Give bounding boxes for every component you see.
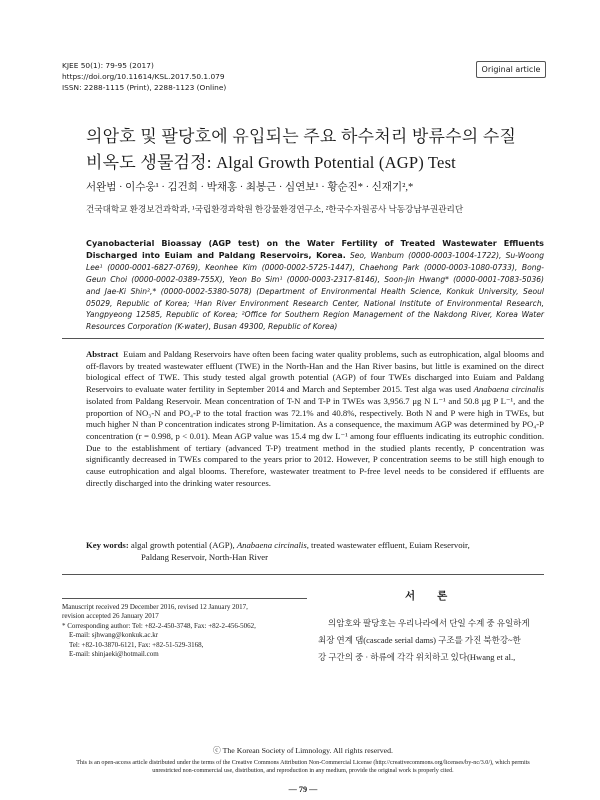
english-affiliations: (Department of Environmental Health Science, Konkuk University, Seoul 05029, Republic of Korea; ¹Han River Environment Research Center, National Institute of Environmental Research, Yangpyeong 12585, Republic of Korea; ²Office for Southern Region Management of the Nakdong River, Korea Water Resources Corporation (K-water), Busan 49300, Republic of Korea) xyxy=(86,286,544,332)
intro-line: 최장 연계 댐(cascade serial dams) 구조를 가진 북한강~한 xyxy=(318,635,521,645)
abstract-text-2: isolated from Paldang Reservoir. Mean concentration of T-N and T-P in TWEs was 3,956.7 μg N L⁻¹ and 50.8 μg P L⁻¹, and the proportion of NO₃-N and PO₄-P to the total fraction was 72.1% and 40.8%, respectively. Both N and P were high in TWEs, but much higher N than P concentration indicates strong P-limitation. As a consequence, the maximum AGP was determined by PO₄-P concentration (r = 0.998, p < 0.01). Mean AGP value was 15.4 mg dw L⁻¹ among four effluents indicating its eutrophic condition. Due to the establishment of tertiary (advanced T-P) treatment method in the studied plants recently, P concentration was significantly decreased in TWEs compared to the years prior to 2012. However, P concentration seems to be still high enough to cause eutrophication and algal blooms. Therefore, wastewater treatment to P-free level needs to be considered if effluents are directly discharged into the drinking water resources. xyxy=(86,395,544,488)
abstract-label: Abstract xyxy=(86,349,119,359)
doi-link[interactable]: https://doi.org/10.11614/KSL.2017.50.1.079 xyxy=(62,72,225,81)
keywords-text-2: , treated wastewater effluent, Euiam Reservoir, xyxy=(306,540,470,550)
footnotes xyxy=(62,603,312,659)
footnote-corresponding: * Corresponding author: Tel: +82-2-450-3748, Fax: +82-2-456-5062, xyxy=(62,621,256,630)
keywords-label: Key words: xyxy=(86,540,129,550)
issn-line: ISSN: 2288-1115 (Print), 2288-1123 (Online) xyxy=(62,83,227,92)
journal-citation: KJEE 50(1): 79-95 (2017) xyxy=(62,61,154,70)
title-line-2 xyxy=(86,150,516,176)
footnote-received: Manuscript received 29 December 2016, revised 12 January 2017, xyxy=(62,603,248,611)
abstract xyxy=(86,349,544,489)
abstract-species: Anabaena circinalis xyxy=(473,384,545,395)
footnote-contact-2: Tel: +82-10-3870-6121, Fax: +82-51-529-3168, xyxy=(69,640,204,649)
intro-line: 의암호와 팔당호는 우리나라에서 단일 수계 중 유일하게 xyxy=(328,618,530,628)
english-title: Cyanobacterial Bioassay (AGP test) on the Water Fertility of Treated Wastewater Effluents Discharged into Euiam and Paldang Reservoirs, Korea. xyxy=(86,238,544,260)
title-line-2-english: Algal Growth Potential (AGP) Test xyxy=(216,153,456,172)
divider-bottom xyxy=(62,574,544,575)
abstract-text-1: Euiam and Paldang Reservoirs have often been facing water quality problems, such as eutrophication, algal blooms and off-flavors by treated wastewater effluent (TWE) in the North-Han and the Han River basins, but little is examined on the direct biological effect of TWE. This study tested algal growth potential (AGP) of four TWEs discharged into Euiam and Paldang Reservoirs to evaluate water fertility in September 2014 and March and September 2015. Test alga was used xyxy=(86,349,545,395)
copyright-notice: ⓒ The Korean Society of Limnology. All rights reserved. xyxy=(213,746,393,755)
footnote-divider xyxy=(62,598,307,599)
keywords-line-2: Paldang Reservoir, North-Han River xyxy=(141,551,269,562)
author-list: 서완범 · 이수웅¹ · 김건희 · 박채홍 · 최봉근 · 심연보¹ · 황순진* · 신재기²,* xyxy=(86,182,414,193)
divider-top xyxy=(62,338,544,339)
footnote-accepted: revision accepted 26 January 2017 xyxy=(62,612,159,621)
page-title xyxy=(86,124,516,176)
footnote-email-1[interactable]: E-mail: sjhwang@konkuk.ac.kr xyxy=(69,631,159,640)
keywords-line-1 xyxy=(86,540,544,552)
intro-line: 강 구간의 중 · 하류에 각각 위치하고 있다(Hwang et al., xyxy=(318,652,516,662)
title-line-2-korean: 비옥도 생물검정: xyxy=(86,153,212,172)
title-line-1: 의암호 및 팔당호에 유입되는 주요 하수처리 방류수의 수질 xyxy=(86,127,517,146)
keywords xyxy=(86,540,544,563)
section-heading-introduction: 서론 xyxy=(405,591,470,602)
english-header xyxy=(86,238,544,333)
keywords-text-1: algal growth potential (AGP), xyxy=(130,540,235,550)
journal-info xyxy=(62,60,226,93)
author-affiliations: 건국대학교 환경보건과학과, ¹국립환경과학원 한강물환경연구소, ²한국수자원공사 낙동강남부권관리단 xyxy=(86,204,464,214)
page-number: — 79 — xyxy=(288,785,318,794)
english-authors: Seo, Wanbum (0000-0003-1004-1722), Su-Woong Lee¹ (0000-0001-6827-0769), Keonhee Kim (0000-0002-5725-1447), Chaehong Park (0000-0003-1080-0733), Bong-Geun Choi (0000-0002-0389-755X), Yeon Bo Sim¹ (0000-0003-2317-8146), Soon-Jin Hwang* (0000-0001-7083-5036) and Jae-Ki Shin²,* (0000-0002-5380-5078) xyxy=(86,250,545,296)
license-notice: This is an open-access article distributed under the terms of the Creative Commons Attribution Non-Commercial License (http://creativecommons.org/licenses/by-nc/3.0/), which permits unrestricted non-commercial use, distribution, and reproduction in any medium, provide the original work is properly cited. xyxy=(76,760,530,775)
footnote-email-2[interactable]: E-mail: shinjaeki@hotmail.com xyxy=(69,650,159,659)
introduction-text xyxy=(318,615,546,666)
keywords-species: Anabaena circinalis xyxy=(236,540,307,550)
article-type-badge: Original article xyxy=(476,61,546,78)
